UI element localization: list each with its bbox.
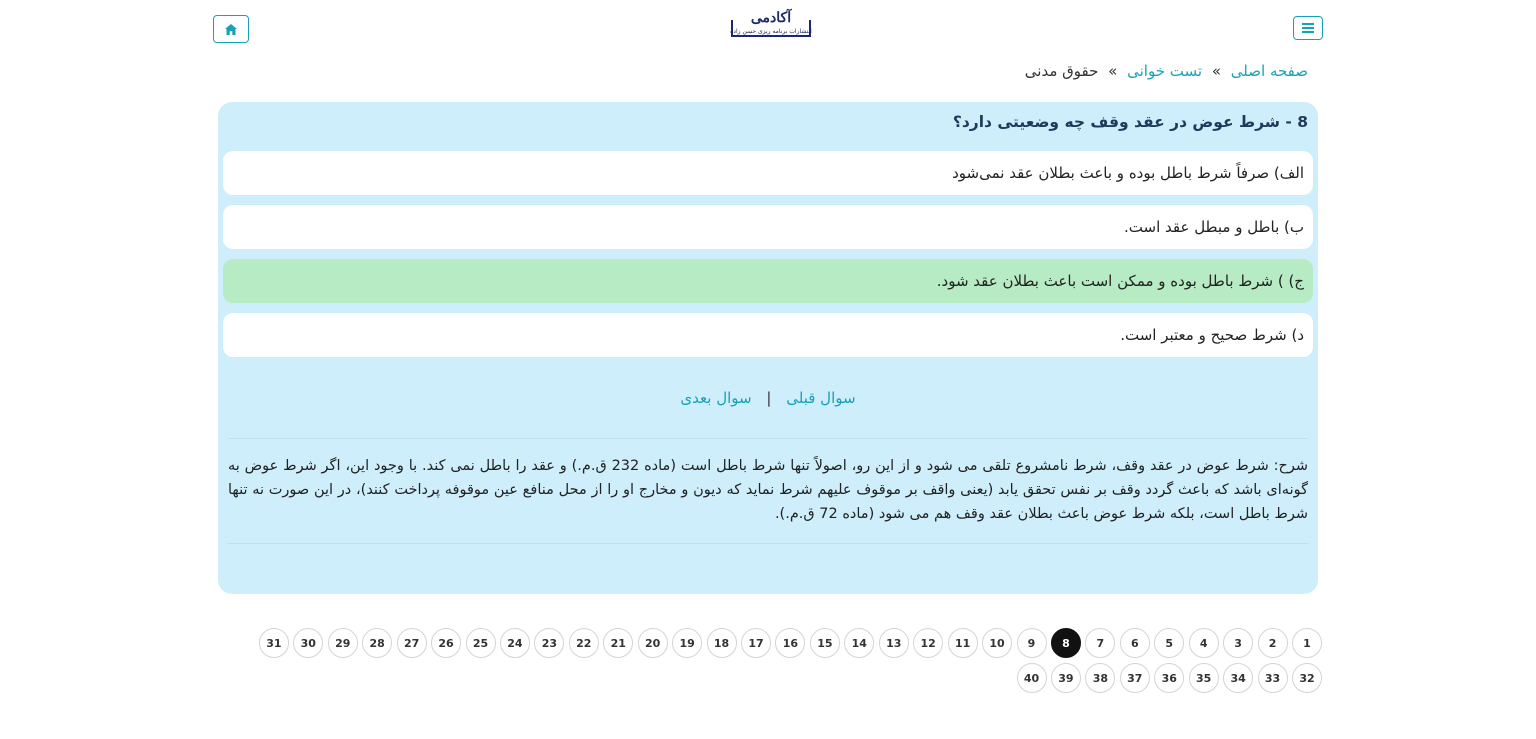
page-button-38[interactable]: 38 (1085, 663, 1115, 693)
home-icon (225, 24, 237, 35)
page-button-23[interactable]: 23 (534, 628, 564, 658)
next-question-link[interactable]: سوال بعدی (680, 389, 752, 407)
breadcrumb-home-link[interactable]: صفحه اصلی (1230, 62, 1308, 80)
breadcrumb-section-link[interactable]: تست خوانی (1127, 62, 1203, 80)
page-button-12[interactable]: 12 (913, 628, 943, 658)
page-button-31[interactable]: 31 (259, 628, 289, 658)
page-button-6[interactable]: 6 (1120, 628, 1150, 658)
page-button-8[interactable]: 8 (1051, 628, 1081, 658)
page-button-39[interactable]: 39 (1051, 663, 1081, 693)
nav-divider: | (766, 389, 772, 407)
page-button-7[interactable]: 7 (1085, 628, 1115, 658)
page-button-16[interactable]: 16 (775, 628, 805, 658)
page-button-27[interactable]: 27 (397, 628, 427, 658)
top-bar (213, 12, 1323, 52)
page-button-9[interactable]: 9 (1017, 628, 1047, 658)
option-label: ج) ) شرط باطل بوده و ممکن است باعث بطلان عقد شود. (936, 272, 1304, 290)
page-button-20[interactable]: 20 (638, 628, 668, 658)
breadcrumb-separator: » (1211, 62, 1222, 80)
option-label: الف) صرفاً شرط باطل بوده و باعث بطلان عقد نمی‌شود (952, 164, 1304, 182)
home-button[interactable] (213, 15, 249, 43)
menu-button[interactable] (1293, 16, 1323, 40)
page-button-3[interactable]: 3 (1223, 628, 1253, 658)
previous-question-link[interactable]: سوال قبلی (786, 389, 856, 407)
page-button-28[interactable]: 28 (362, 628, 392, 658)
hamburger-menu-icon (1302, 23, 1314, 33)
pagination-row (252, 628, 1322, 658)
logo-title: آکادمی (750, 10, 792, 26)
page-button-19[interactable]: 19 (672, 628, 702, 658)
option-a[interactable] (223, 151, 1313, 195)
page-button-1[interactable]: 1 (1292, 628, 1322, 658)
page-button-37[interactable]: 37 (1120, 663, 1150, 693)
page-button-26[interactable]: 26 (431, 628, 461, 658)
question-text: 8 - شرط عوض در عقد وقف چه وضعیتی دارد؟ (952, 113, 1308, 131)
breadcrumb-current: حقوق مدنی (1024, 62, 1099, 80)
page-button-13[interactable]: 13 (879, 628, 909, 658)
option-label: ب) باطل و مبطل عقد است. (1124, 218, 1304, 236)
page-button-40[interactable]: 40 (1017, 663, 1047, 693)
page-button-4[interactable]: 4 (1189, 628, 1219, 658)
page-button-34[interactable]: 34 (1223, 663, 1253, 693)
page-button-30[interactable]: 30 (293, 628, 323, 658)
question-pagination (252, 628, 1322, 698)
logo-caption: انتشارات برنامه ریزی حسن زاده (730, 28, 812, 35)
page-button-21[interactable]: 21 (603, 628, 633, 658)
page-button-15[interactable]: 15 (810, 628, 840, 658)
page-button-29[interactable]: 29 (328, 628, 358, 658)
page-button-24[interactable]: 24 (500, 628, 530, 658)
pagination-row (252, 663, 1322, 693)
explanation-text: شرح: شرط عوض در عقد وقف، شرط نامشروع تلقی می شود و از این رو، اصولاً تنها شرط باطل است (ماده 232 ق.م.) و عقد را باطل نمی کند. با وجود این، اگر شرط عوض به گونه‌ای باشد که باعث گردد وقف بر نفس تحقق یابد (یعنی واقف بر موقوف علیهم شرط نماید که دیون و مخارج او را از محل منافع عین موقوفه پرداخت کنند)، در این صورت نه تنها شرط باطل است، بلکه شرط عوض باعث بطلان عقد وقف هم می شود (ماده 72 ق.م.). (228, 458, 1308, 522)
page-button-36[interactable]: 36 (1154, 663, 1184, 693)
academy-logo[interactable] (729, 6, 813, 46)
page-button-22[interactable]: 22 (569, 628, 599, 658)
option-d[interactable] (223, 313, 1313, 357)
breadcrumb (1025, 62, 1308, 80)
page-button-25[interactable]: 25 (466, 628, 496, 658)
page-button-10[interactable]: 10 (982, 628, 1012, 658)
option-c-correct[interactable] (223, 259, 1313, 303)
page-button-35[interactable]: 35 (1189, 663, 1219, 693)
page-button-32[interactable]: 32 (1292, 663, 1322, 693)
question-card (218, 102, 1318, 594)
divider-bottom (228, 543, 1308, 544)
breadcrumb-separator: » (1108, 62, 1118, 80)
divider-top (228, 438, 1308, 439)
page-button-17[interactable]: 17 (741, 628, 771, 658)
option-label: د) شرط صحیح و معتبر است. (1120, 326, 1304, 344)
page-button-11[interactable]: 11 (948, 628, 978, 658)
page-button-33[interactable]: 33 (1258, 663, 1288, 693)
question-navigation (218, 389, 1318, 407)
page-button-5[interactable]: 5 (1154, 628, 1184, 658)
page-button-18[interactable]: 18 (707, 628, 737, 658)
option-b[interactable] (223, 205, 1313, 249)
page-button-2[interactable]: 2 (1258, 628, 1288, 658)
page-button-14[interactable]: 14 (844, 628, 874, 658)
